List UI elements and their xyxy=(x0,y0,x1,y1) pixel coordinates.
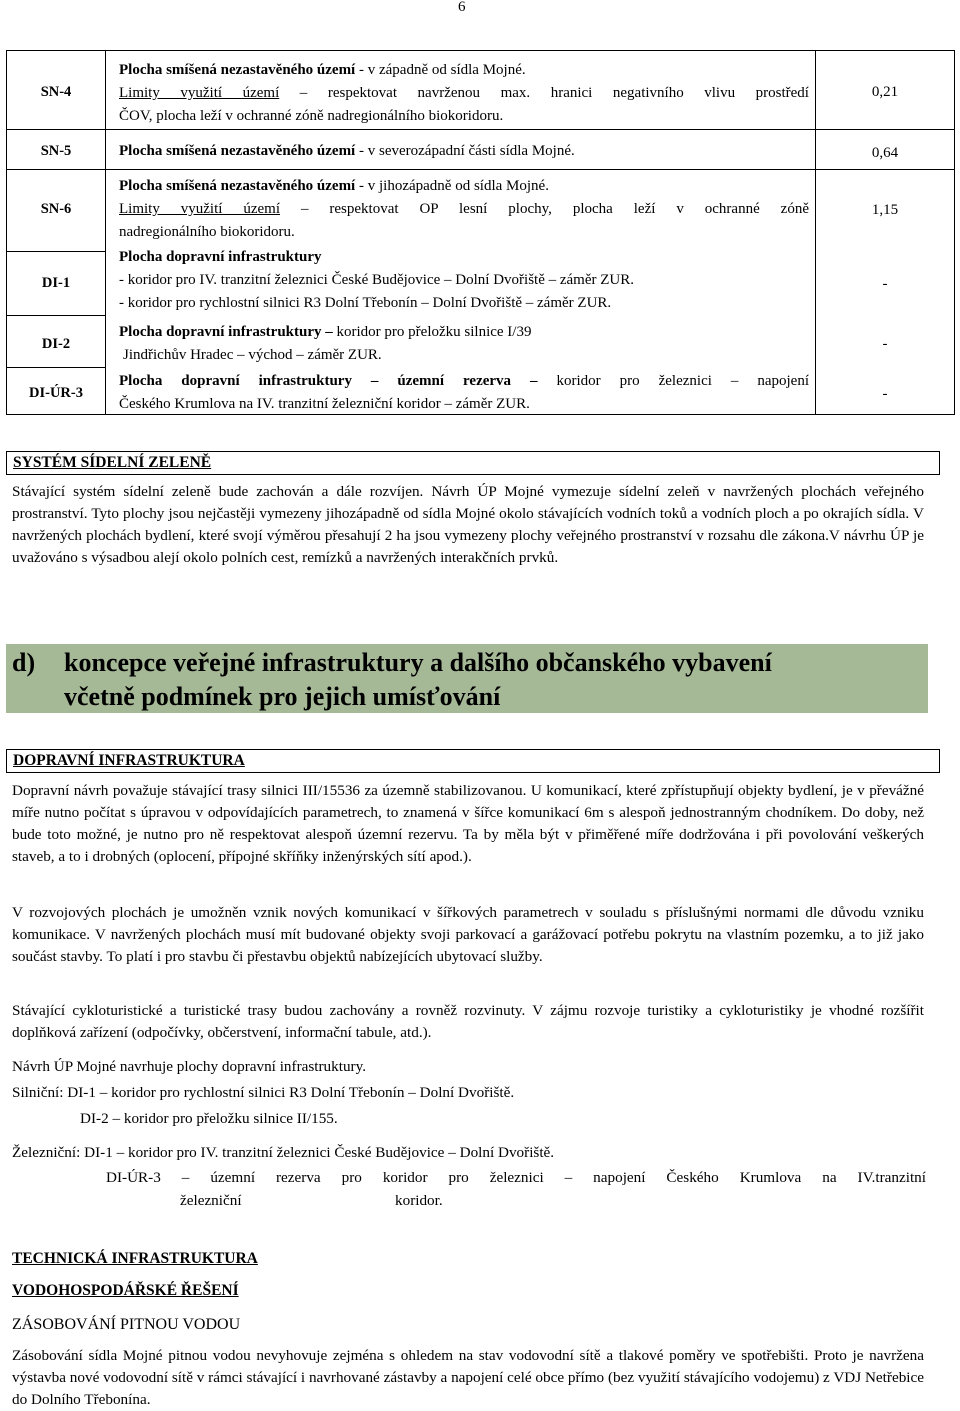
limits-text: – respektovat OP lesní plochy, plocha leží v ochranné zóně xyxy=(280,201,809,217)
chapter-title-line: včetně podmínek pro jejich umísťování xyxy=(64,682,501,711)
rail-item: DI-ÚR-3 – územní rezerva pro koridor pro železnici – napojení Českého Krumlova na IV.tranzitní xyxy=(106,1169,926,1186)
table-divider xyxy=(7,169,955,170)
row-title: Plocha dopravní infrastruktury – územní rezerva – xyxy=(119,373,538,389)
rail-item-continued: železniční xyxy=(180,1192,242,1209)
row-title-rest: - v severozápadní části sídla Mojné. xyxy=(355,143,575,159)
rail-item-continued: koridor. xyxy=(395,1192,443,1209)
row-title: Plocha dopravní infrastruktury – xyxy=(119,324,333,340)
row-title-rest: koridor pro železnici – napojení xyxy=(537,373,809,389)
row-title-rest: - v jihozápadně od sídla Mojné. xyxy=(355,178,549,194)
table-row-description xyxy=(119,246,809,315)
table-divider xyxy=(7,367,105,368)
road-line xyxy=(12,1082,514,1104)
chapter-heading xyxy=(6,644,928,713)
road-item: DI-1 – koridor pro rychlostní silnici R3 Dolní Třebonín – Dolní Dvořiště. xyxy=(67,1084,515,1101)
rail-label: Železniční: xyxy=(12,1144,81,1161)
row-title: Plocha dopravní infrastruktury xyxy=(119,249,322,265)
row-line: Jindřichův Hradec – východ – záměr ZUR. xyxy=(123,347,382,363)
table-divider xyxy=(105,51,106,415)
greenery-paragraph: Stávající systém sídelní zeleně bude zachován a dále rozvíjen. Návrh ÚP Mojné vymezuje sídelní zeleň v navržených plochách veřejného prostranství. Tyto plochy jsou nejčastěji vymezeny jihozápadně od sídla Mojné okolo stávajících vodních toků a vodních ploch a po okrajích sídla. V navržených plochách bydlení, které svojí výměrou přesahují 2 ha jsou vymezeny plochy veřejného prostranství v rozsahu dle zákona.V návrhu ÚP je uvažováno s výsadbou alejí okolo polních cest, remízků a navržených interakčních prvků. xyxy=(12,483,924,566)
table-row-value: 0,21 xyxy=(871,84,899,100)
subheading-water-management: VODOHOSPODÁŘSKÉ ŘEŠENÍ xyxy=(12,1282,239,1299)
chapter-title xyxy=(64,646,772,714)
table-divider xyxy=(7,129,955,130)
chapter-letter: d) xyxy=(12,648,36,677)
limits-label: Limity využití území xyxy=(119,201,281,217)
table-row-description xyxy=(119,140,809,163)
row-title-rest: koridor pro přeložku silnice I/39 xyxy=(332,324,532,340)
table-row-description xyxy=(119,59,809,128)
limits-label: Limity využití území xyxy=(119,85,280,101)
table-row-value: - xyxy=(882,276,888,292)
page-number: 6 xyxy=(458,0,466,15)
table-row-value: 1,15 xyxy=(871,202,899,218)
rail-line xyxy=(12,1142,554,1164)
technical-paragraph: Zásobování sídla Mojné pitnou vodou nevyhovuje zejména s ohledem na stav vodovodní sítě a tlakové poměry ve spotřebišti. Proto je navržena výstavba nové vodovodní sítě v rámci stávající i navrhované zástavby a napojení celé obce přímo (bez využití stávajícího vodojemu) z VDJ Netřebice do Dolního Třebonína. xyxy=(12,1347,924,1408)
table-row-value: - xyxy=(882,336,888,352)
row-title: Plocha smíšená nezastavěného území xyxy=(119,62,356,78)
road-label: Silniční: xyxy=(12,1084,64,1101)
row-title-rest: - v západně od sídla Mojné. xyxy=(355,62,526,78)
road-item: DI-2 – koridor pro přeložku silnice II/155. xyxy=(80,1110,338,1127)
table-divider xyxy=(7,251,105,252)
table-row-description xyxy=(119,175,809,244)
table-row-description xyxy=(119,321,809,367)
table-row-description xyxy=(119,370,809,416)
transport-paragraph: Návrh ÚP Mojné navrhuje plochy dopravní infrastruktury. xyxy=(12,1058,367,1075)
table-row-code: SN-5 xyxy=(40,143,72,159)
transport-paragraph: Dopravní návrh považuje stávající trasy silnici III/15536 za územně stabilizovanou. U komunikací, které zpřístupňují objekty bydlení, je v převážné míře nutno počítat s úpravou v odpovídajících parametrech, to znamená v šířce komunikací 6m s alespoň jednostranným chodníkem. Do doby, než bude toto možné, je nutno pro ně respektovat alespoň územní rezervu. Ta by měla být v přiměřené míře dodržována i při povolování veškerých staveb, a to i drobných (oplocení, přípojné skříňky inženýrských sítí apod.). xyxy=(12,782,924,865)
table-row-code: SN-4 xyxy=(40,84,72,100)
table-divider xyxy=(815,51,816,415)
table-row-code: DI-1 xyxy=(41,275,71,291)
table-row-code: DI-2 xyxy=(41,336,71,352)
table-row-code: SN-6 xyxy=(40,201,72,217)
table-row-code: DI-ÚR-3 xyxy=(29,385,83,401)
transport-paragraph: Stávající cykloturistické a turistické trasy budou zachovány a rovněž rozvinuty. V zájmu rozvoje turistiky a cykloturistiky je vhodné rozšířit doplňková zařízení (odpočívky, občerstvení, informační tabule, atd.). xyxy=(12,1002,924,1041)
subheading-drinking-water: ZÁSOBOVÁNÍ PITNOU VODOU xyxy=(12,1316,241,1333)
row-title: Plocha smíšená nezastavěného území xyxy=(119,143,356,159)
row-line: Českého Krumlova na IV. tranzitní železniční koridor – záměr ZUR. xyxy=(119,396,530,412)
table-divider xyxy=(954,51,955,415)
row-line: - koridor pro rychlostní silnici R3 Dolní Třebonín – Dolní Dvořiště – záměr ZUR. xyxy=(119,295,612,311)
transport-paragraph: V rozvojových plochách je umožněn vznik nových komunikací v šířkových parametrech v souladu s příslušnými normami dle důvodu vzniku komunikace. V navržených plochách musí mít budované objekty svoji parkovací a garážovací potřebu pokrytu na vlastním pozemku, a to již jako součást stavby. To platí i pro stavbu či přestavbu objektů nabízejících ubytovací služby. xyxy=(12,904,924,965)
section-heading-technical: TECHNICKÁ INFRASTRUKTURA xyxy=(12,1250,258,1267)
row-line: ČOV, plocha leží v ochranné zóně nadregionálního biokoridoru. xyxy=(119,108,504,124)
row-line: nadregionálního biokoridoru. xyxy=(119,224,295,240)
section-heading-greenery: SYSTÉM SÍDELNÍ ZELENĚ xyxy=(6,451,940,475)
plots-table xyxy=(6,50,955,415)
table-row-value: - xyxy=(882,386,888,402)
row-title: Plocha smíšená nezastavěného území xyxy=(119,178,356,194)
rail-item: DI-1 – koridor pro IV. tranzitní železnici České Budějovice – Dolní Dvořiště. xyxy=(84,1144,555,1161)
section-heading-transport: DOPRAVNÍ INFRASTRUKTURA xyxy=(6,749,940,773)
table-row-value: 0,64 xyxy=(871,145,899,161)
table-divider xyxy=(7,315,105,316)
chapter-title-line: koncepce veřejné infrastruktury a dalšího občanského vybavení xyxy=(64,648,772,677)
row-line: - koridor pro IV. tranzitní železnici České Budějovice – Dolní Dvořiště – záměr ZUR. xyxy=(119,272,634,288)
limits-text: – respektovat navrženou max. hranici negativního vlivu prostředí xyxy=(279,85,809,101)
